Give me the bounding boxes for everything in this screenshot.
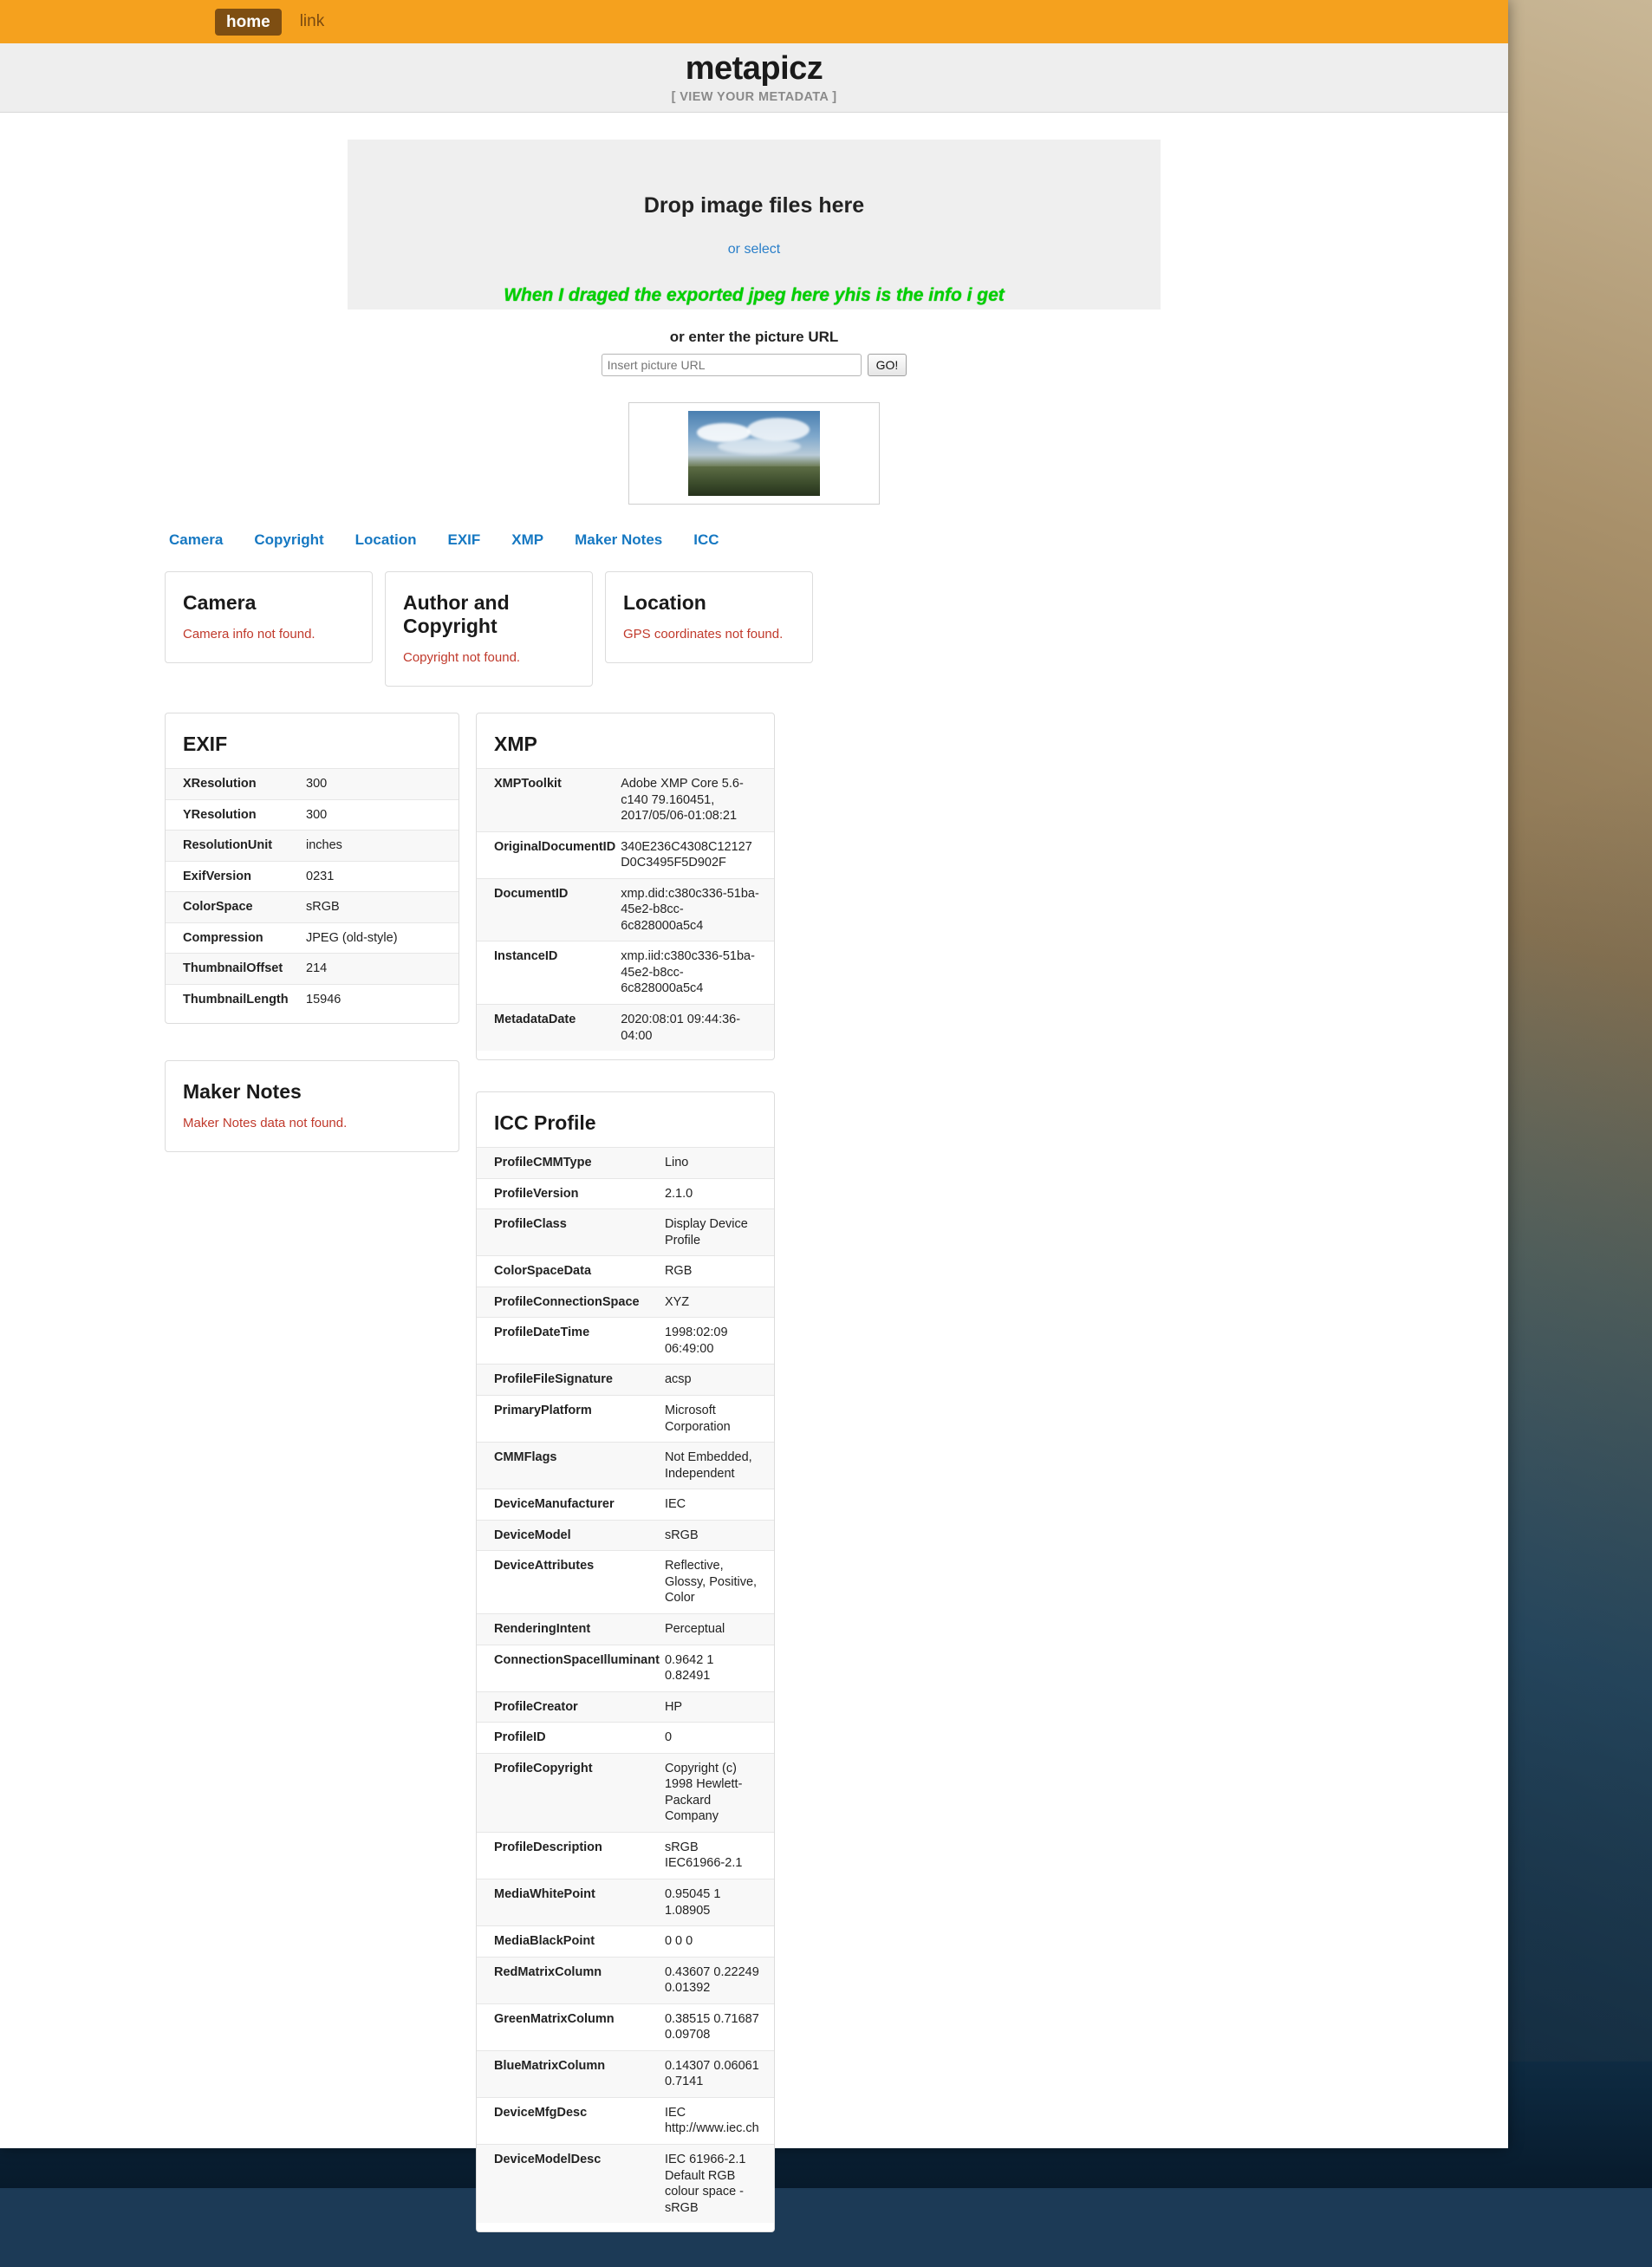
row-key: ProfileDescription (494, 1840, 602, 1854)
table-row (477, 941, 774, 1005)
row-value: 0.38515 0.71687 0.09708 (664, 2011, 759, 2042)
row-key: ProfileCopyright (494, 1761, 593, 1775)
row-key: MediaBlackPoint (494, 1934, 595, 1949)
row-key: ProfileConnectionSpace (494, 1294, 640, 1309)
icc-table-wrap (477, 1147, 774, 2231)
row-key: DeviceModelDesc (494, 2152, 602, 2166)
icc-card-title: ICC Profile (494, 1111, 596, 1135)
row-key: GreenMatrixColumn (494, 2011, 615, 2026)
row-value: Copyright (c) 1998 Hewlett-Packard Company (664, 1761, 743, 1824)
table-row (477, 1832, 774, 1879)
summary-cards-row (0, 571, 1508, 687)
row-value: Perceptual (664, 1621, 725, 1636)
table-row (477, 1178, 774, 1209)
metadata-tabs (0, 531, 1508, 549)
row-key: CMMFlags (494, 1450, 557, 1465)
row-key: OriginalDocumentID (494, 839, 616, 854)
table-row (477, 831, 774, 878)
table-row (477, 2003, 774, 2050)
camera-card (165, 571, 373, 663)
exif-table-wrap (166, 768, 459, 1023)
thumbnail-cloud (718, 439, 801, 454)
tab-camera[interactable]: Camera (169, 531, 224, 548)
file-dropzone[interactable] (348, 140, 1161, 309)
row-value: Adobe XMP Core 5.6-c140 79.160451, 2017/05/06-01:08:21 (621, 777, 744, 824)
xmp-table-wrap (477, 768, 774, 1059)
xmp-card-title: XMP (494, 733, 537, 755)
row-value: sRGB (664, 1528, 699, 1542)
location-card-title: Location (623, 591, 706, 614)
copyright-card (385, 571, 593, 687)
table-row (477, 1926, 774, 1958)
row-value: 2020:08:01 09:44:36-04:00 (621, 1013, 741, 1043)
row-key: ConnectionSpaceIlluminant (494, 1652, 660, 1667)
dropzone-title: Drop image files here (643, 193, 865, 218)
table-row (477, 1365, 774, 1396)
row-value: 214 (306, 961, 328, 976)
row-value: sRGB (306, 900, 340, 915)
row-value: 0 (664, 1730, 673, 1745)
row-key: ThumbnailLength (183, 992, 289, 1006)
table-row (166, 831, 459, 862)
xmp-table-body (477, 769, 774, 1052)
table-row (477, 2144, 774, 2223)
row-key: ThumbnailOffset (183, 961, 283, 976)
row-key: PrimaryPlatform (494, 1404, 592, 1418)
table-row (477, 1318, 774, 1365)
icc-card (476, 1091, 775, 2232)
row-key: XMPToolkit (494, 777, 562, 791)
site-topbar (0, 0, 1508, 43)
table-row (166, 799, 459, 831)
row-value: JPEG (old-style) (306, 930, 398, 945)
row-key: ResolutionUnit (183, 838, 273, 853)
row-key: ProfileCreator (494, 1699, 578, 1714)
link-button[interactable]: link (299, 12, 325, 30)
maker-notes-card-header (166, 1061, 459, 1116)
row-key: ColorSpace (183, 900, 253, 915)
row-key: DeviceAttributes (494, 1559, 595, 1573)
row-value: xmp.iid:c380c336-51ba-45e2-b8cc-6c828000a5c4 (621, 949, 755, 996)
copyright-card-message: Copyright not found. (403, 650, 521, 665)
row-key: MetadataDate (494, 1013, 576, 1027)
table-row (477, 1005, 774, 1052)
table-row (477, 1957, 774, 2003)
page-subtitle: [ VIEW YOUR METADATA ] (671, 89, 837, 104)
icc-table (477, 1147, 774, 2223)
tab-location[interactable]: Location (354, 531, 417, 548)
thumbnail-cloud (747, 418, 810, 441)
select-file-link[interactable]: or select (727, 242, 781, 257)
row-key: ProfileFileSignature (494, 1372, 613, 1387)
table-row (477, 1489, 774, 1521)
left-column (165, 713, 459, 1152)
exif-table (166, 768, 459, 1014)
table-row (477, 1443, 774, 1489)
home-button[interactable]: home (215, 9, 282, 36)
row-value: 0.14307 0.06061 0.7141 (664, 2058, 759, 2089)
row-key: ProfileClass (494, 1217, 567, 1232)
table-row (477, 2097, 774, 2144)
row-value: IEC http://www.iec.ch (664, 2105, 759, 2136)
tab-xmp[interactable]: XMP (511, 531, 544, 548)
maker-notes-card (165, 1060, 459, 1152)
table-row (477, 1520, 774, 1551)
row-value: 0.95045 1 1.08905 (664, 1886, 721, 1918)
row-value: xmp.did:c380c336-51ba-45e2-b8cc-6c828000a5c4 (621, 886, 759, 933)
row-value: Not Embedded, Independent (664, 1450, 752, 1481)
row-value: Microsoft Corporation (664, 1404, 731, 1434)
tab-maker-notes[interactable]: Maker Notes (575, 531, 663, 548)
table-row (477, 1645, 774, 1691)
xmp-card (476, 713, 775, 1060)
location-card-message: GPS coordinates not found. (623, 627, 784, 642)
camera-card-header (166, 572, 372, 627)
row-key: RenderingIntent (494, 1621, 591, 1636)
icc-table-body (477, 1148, 774, 2224)
annotation-note: When I draged the exported jpeg here yhis is the info i get (504, 285, 1005, 305)
exif-table-body (166, 769, 459, 1015)
row-value: sRGB IEC61966-2.1 (664, 1840, 743, 1871)
table-row (166, 769, 459, 800)
maker-notes-card-message: Maker Notes data not found. (183, 1116, 348, 1131)
row-key: ProfileDateTime (494, 1326, 590, 1340)
exif-card (165, 713, 459, 1024)
row-key: BlueMatrixColumn (494, 2058, 606, 2073)
row-value: 0.9642 1 0.82491 (664, 1652, 714, 1684)
tab-copyright[interactable]: Copyright (254, 531, 324, 548)
row-key: XResolution (183, 777, 257, 791)
table-row (477, 878, 774, 941)
page-title: metapicz (685, 50, 823, 88)
row-value: 2.1.0 (664, 1186, 693, 1201)
table-row (477, 2050, 774, 2097)
row-value: IEC 61966-2.1 Default RGB colour space - sRGB (664, 2152, 746, 2215)
page-content (0, 140, 1508, 2267)
exif-card-header (166, 713, 459, 768)
xmp-table (477, 768, 774, 1051)
exif-card-title: EXIF (183, 733, 228, 755)
row-value: Reflective, Glossy, Positive, Color (664, 1559, 758, 1606)
row-key: ProfileID (494, 1730, 546, 1745)
row-key: DeviceManufacturer (494, 1497, 615, 1512)
row-value: 1998:02:09 06:49:00 (664, 1326, 728, 1356)
image-thumbnail[interactable] (688, 411, 820, 496)
thumbnail-landscape (688, 466, 820, 496)
row-key: DocumentID (494, 886, 569, 901)
icc-card-header (477, 1092, 774, 1147)
row-value: IEC (664, 1497, 686, 1512)
row-value: XYZ (664, 1294, 690, 1309)
table-row (477, 1551, 774, 1614)
row-value: 0 0 0 (664, 1934, 693, 1949)
row-key: ExifVersion (183, 869, 251, 883)
row-key: ColorSpaceData (494, 1264, 592, 1279)
table-row (166, 861, 459, 892)
table-row (477, 1148, 774, 1179)
row-key: RedMatrixColumn (494, 1964, 602, 1979)
row-key: InstanceID (494, 949, 558, 964)
row-key: Compression (183, 930, 263, 945)
table-row (477, 1209, 774, 1256)
row-value: 340E236C4308C12127D0C3495F5D902F (621, 839, 752, 870)
row-key: MediaWhitePoint (494, 1886, 595, 1901)
camera-card-title: Camera (183, 591, 257, 614)
row-value: 300 (306, 777, 328, 791)
xmp-card-header (477, 713, 774, 768)
url-input[interactable] (602, 354, 862, 376)
row-key: DeviceModel (494, 1528, 571, 1542)
table-row (477, 1256, 774, 1287)
image-preview-frame (628, 402, 880, 505)
maker-notes-card-title: Maker Notes (183, 1080, 302, 1104)
table-row (477, 769, 774, 832)
table-row (477, 1287, 774, 1318)
go-button[interactable]: GO! (868, 354, 907, 376)
row-value: HP (664, 1699, 683, 1714)
table-row (477, 1691, 774, 1723)
tab-exif[interactable]: EXIF (447, 531, 481, 548)
url-input-row (0, 354, 1508, 376)
location-card (605, 571, 813, 663)
row-key: DeviceMfgDesc (494, 2105, 588, 2120)
location-card-header (606, 572, 812, 627)
table-row (477, 1613, 774, 1645)
table-row (477, 1753, 774, 1832)
row-value: 0231 (306, 869, 335, 883)
detail-cards-area (0, 713, 1508, 2232)
row-value: inches (306, 838, 342, 853)
row-value: 300 (306, 807, 328, 822)
copyright-card-title: Author and Copyright (403, 591, 510, 637)
url-section (0, 329, 1508, 376)
table-row (166, 954, 459, 985)
row-value: 15946 (306, 992, 341, 1006)
url-label: or enter the picture URL (669, 329, 839, 345)
copyright-card-header (386, 572, 592, 650)
row-value: acsp (664, 1372, 692, 1387)
table-row (477, 1879, 774, 1925)
table-row (166, 984, 459, 1014)
table-row (166, 892, 459, 923)
row-key: YResolution (183, 807, 257, 822)
row-value: Lino (664, 1156, 689, 1170)
tab-icc[interactable]: ICC (693, 531, 719, 548)
table-row (477, 1723, 774, 1754)
row-key: ProfileVersion (494, 1186, 579, 1201)
camera-card-message: Camera info not found. (183, 627, 315, 642)
row-value: Display Device Profile (664, 1217, 748, 1248)
table-row (477, 1396, 774, 1443)
site-header (0, 43, 1508, 113)
row-key: ProfileCMMType (494, 1156, 592, 1170)
right-column (476, 713, 775, 2232)
table-row (166, 922, 459, 954)
row-value: RGB (664, 1264, 693, 1279)
row-value: 0.43607 0.22249 0.01392 (664, 1964, 759, 1996)
